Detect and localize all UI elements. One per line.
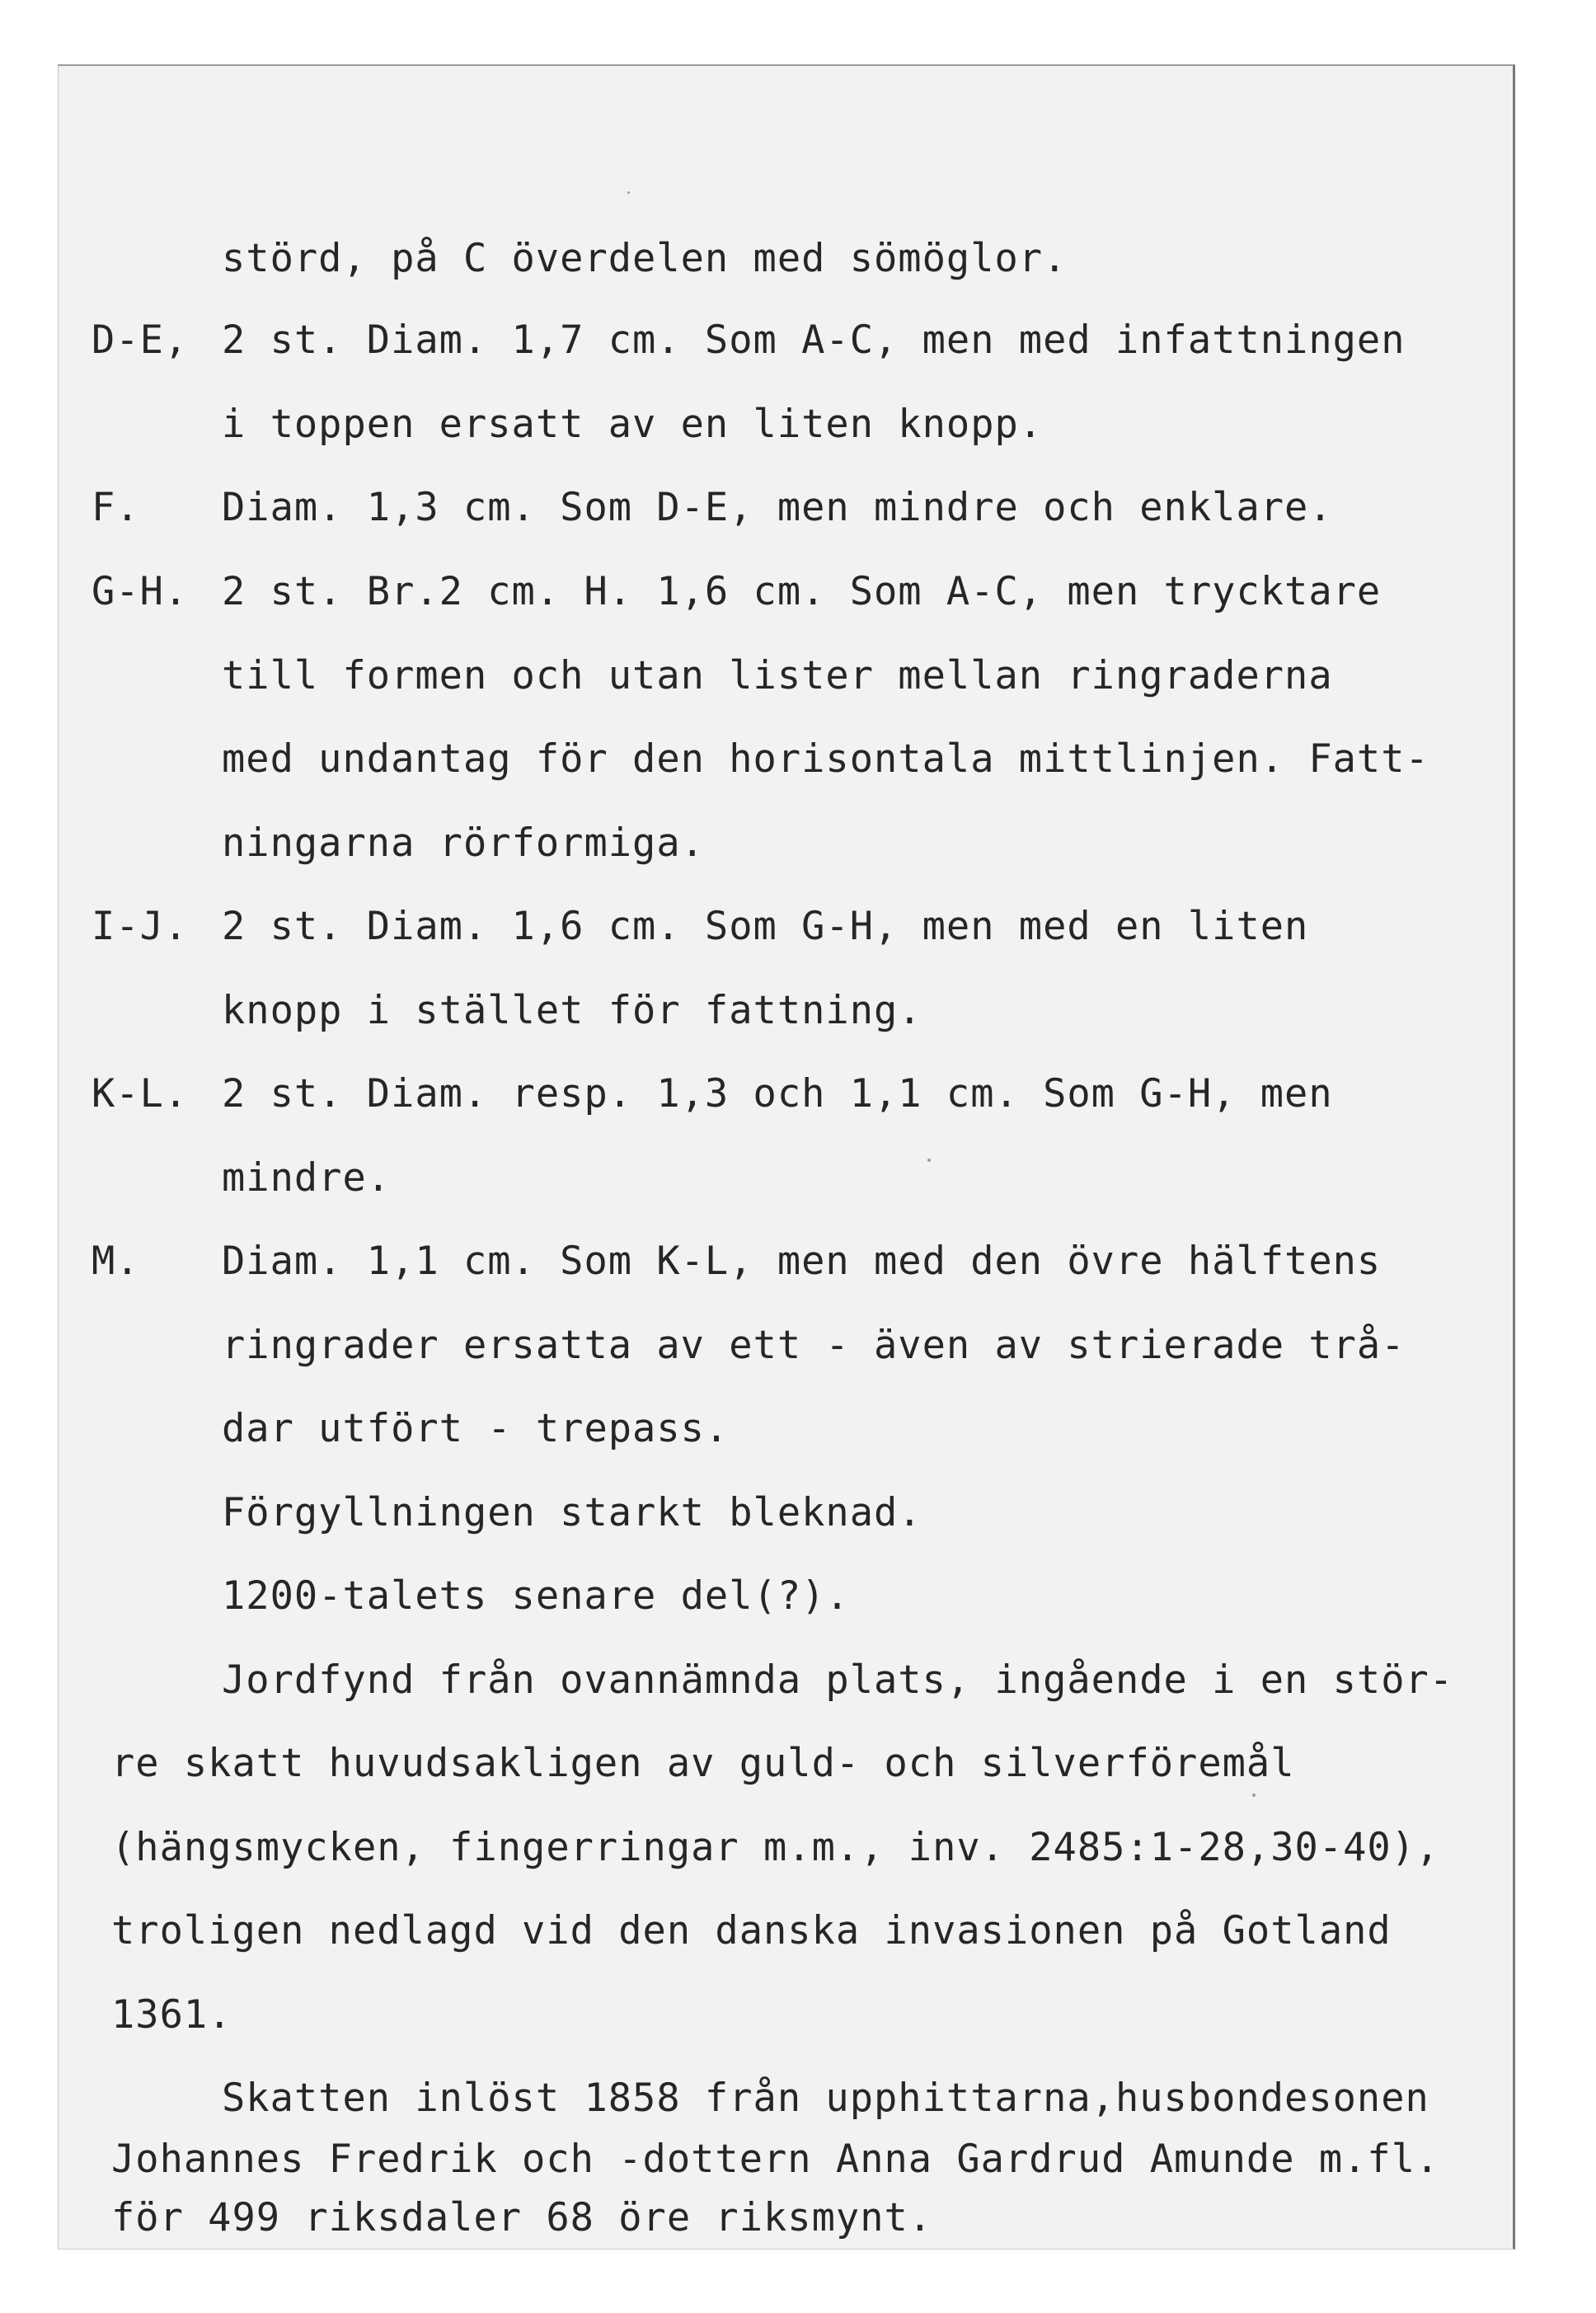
entry-label: G-H.	[92, 569, 189, 614]
entry-text: dar utfört - trepass.	[222, 1406, 730, 1451]
entry-text: till formen och utan lister mellan ringraderna	[222, 653, 1333, 698]
entry-text: knopp i stället för fattning.	[222, 988, 922, 1033]
catalog-card	[58, 64, 1515, 2250]
paragraph-line: (hängsmycken, fingerringar m.m., inv. 2485:1-28,30-40),	[111, 1825, 1440, 1870]
dust-speck	[627, 191, 630, 194]
entry-text: 2 st. Diam. 1,7 cm. Som A-C, men med infattningen	[222, 317, 1406, 363]
entry-text: Diam. 1,3 cm. Som D-E, men mindre och enklare.	[222, 485, 1333, 530]
entry-text: 2 st. Diam. resp. 1,3 och 1,1 cm. Som G-H, men	[222, 1071, 1333, 1117]
entry-text: Diam. 1,1 cm. Som K-L, men med den övre hälftens	[222, 1239, 1382, 1284]
dust-speck	[927, 1159, 931, 1162]
paragraph-line: Johannes Fredrik och -dottern Anna Gardrud Amunde m.fl.	[111, 2137, 1440, 2182]
paragraph-line: re skatt huvudsakligen av guld- och silverföremål	[111, 1741, 1295, 1786]
entry-label: F.	[92, 485, 140, 530]
entry-text: störd, på C överdelen med sömöglor.	[222, 236, 1068, 281]
dust-speck	[1252, 1794, 1256, 1797]
entry-text: 2 st. Diam. 1,6 cm. Som G-H, men med en liten	[222, 904, 1309, 949]
entry-label: D-E,	[92, 317, 189, 363]
entry-text: ningarna rörformiga.	[222, 820, 705, 866]
paragraph-line: troligen nedlagd vid den danska invasionen på Gotland	[111, 1908, 1392, 1953]
entry-label: K-L.	[92, 1071, 189, 1117]
entry-label: I-J.	[92, 904, 189, 949]
entry-label: M.	[92, 1239, 140, 1284]
entry-text: i toppen ersatt av en liten knopp.	[222, 402, 1044, 447]
entry-text: ringrader ersatta av ett - även av strierade trå-	[222, 1323, 1406, 1368]
paragraph-line: Skatten inlöst 1858 från upphittarna,husbondesonen	[222, 2076, 1429, 2121]
paragraph-line: 1361.	[111, 1992, 232, 2038]
paragraph-line: Jordfynd från ovannämnda plats, ingående i en stör-	[222, 1657, 1454, 1703]
paragraph-line: för 499 riksdaler 68 öre riksmynt.	[111, 2195, 933, 2240]
entry-text: med undantag för den horisontala mittlinjen. Fatt-	[222, 736, 1429, 782]
entry-text: mindre.	[222, 1155, 392, 1201]
entry-text: 1200-talets senare del(?).	[222, 1573, 850, 1619]
entry-text: 2 st. Br.2 cm. H. 1,6 cm. Som A-C, men trycktare	[222, 569, 1382, 614]
entry-text: Förgyllningen starkt bleknad.	[222, 1490, 922, 1535]
